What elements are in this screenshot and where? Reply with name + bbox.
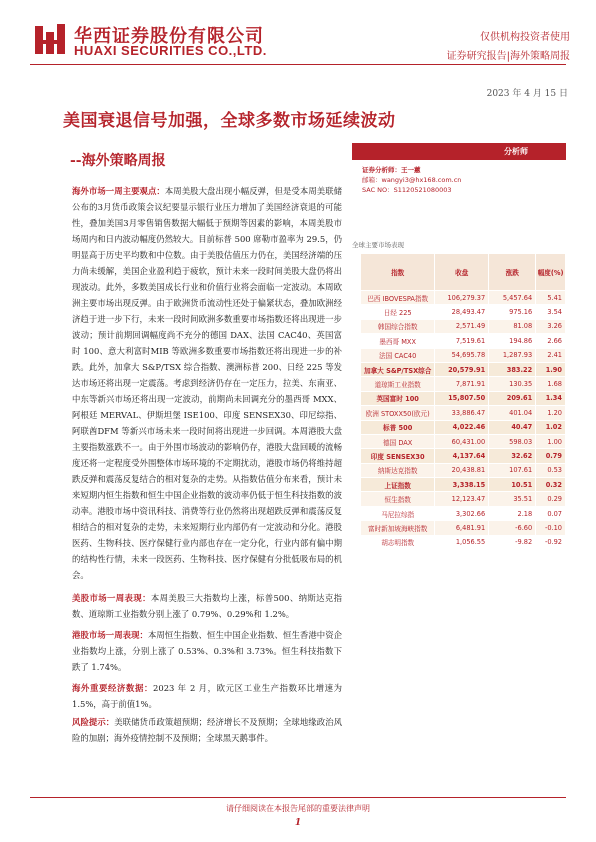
cell-change: 194.86: [489, 334, 536, 348]
cell-index-name: 韩国综合指数: [361, 319, 435, 333]
cell-close: 7,519.61: [435, 334, 489, 348]
cell-index-name: 胡志明指数: [361, 535, 435, 549]
cell-index-name: 标普 500: [361, 420, 435, 434]
audience-note: 仅供机构投资者使用: [480, 32, 570, 43]
table-row: [361, 362, 566, 376]
table-row: [361, 478, 566, 492]
cell-index-name: 道琼斯工业指数: [361, 377, 435, 391]
cell-change: 81.08: [489, 319, 536, 333]
cell-pct: 1.34: [536, 391, 566, 405]
footer-divider: [30, 797, 566, 798]
cell-pct: 2.41: [536, 348, 566, 362]
company-name-en: HUAXI SECURITIES CO.,LTD.: [74, 43, 267, 58]
para-overseas-view: [72, 183, 342, 583]
table-row: [361, 521, 566, 535]
cell-change: 32.62: [489, 449, 536, 463]
cell-change: -9.82: [489, 535, 536, 549]
cell-pct: 1.90: [536, 362, 566, 376]
cell-pct: -0.10: [536, 521, 566, 535]
para-overseas-view-head: 海外市场一周主要观点：: [72, 186, 165, 196]
cell-close: 3,302.66: [435, 506, 489, 520]
para-hk-market-text: 本周恒生指数、恒生中国企业指数、恒生香港中资企业指数均上涨，分别上涨了 0.53%、0.3%和 3.73%。恒生科技指数下跌了 1.74%。: [72, 630, 343, 672]
cell-index-name: 上证指数: [361, 478, 435, 492]
cell-change: 1,287.93: [489, 348, 536, 362]
cell-index-name: 德国 DAX: [361, 434, 435, 448]
header-divider: [30, 64, 566, 65]
table-row: [361, 420, 566, 434]
cell-change: 383.22: [489, 362, 536, 376]
analyst-name: 证券分析师：王一蕙: [362, 166, 421, 174]
cell-index-name: 纳斯达克指数: [361, 463, 435, 477]
cell-close: 20,438.81: [435, 463, 489, 477]
cell-change: 2.18: [489, 506, 536, 520]
para-economic-data-head: 海外重要经济数据：: [72, 683, 154, 693]
table-row: [361, 334, 566, 348]
cell-close: 60,431.00: [435, 434, 489, 448]
cell-pct: 5.41: [536, 291, 566, 305]
cell-index-name: 日经 225: [361, 305, 435, 319]
cell-close: 1,056.55: [435, 535, 489, 549]
cell-pct: 0.29: [536, 492, 566, 506]
table-row: [361, 348, 566, 362]
cell-close: 6,481.91: [435, 521, 489, 535]
col-header-index: 指数: [361, 254, 435, 291]
analyst-sac: SAC NO：S1120521080003: [362, 186, 452, 194]
report-title: 美国衰退信号加强，全球多数市场延续波动: [63, 111, 396, 131]
table-row: [361, 305, 566, 319]
table-row: [361, 506, 566, 520]
cell-pct: 2.66: [536, 334, 566, 348]
cell-close: 15,807.50: [435, 391, 489, 405]
col-header-pct: 幅度(%): [536, 254, 566, 291]
para-hk-market: [72, 627, 342, 675]
market-performance-table: [360, 253, 566, 550]
table-row: [361, 434, 566, 448]
cell-index-name: 加拿大 S&P/TSX综合: [361, 362, 435, 376]
cell-change: 5,457.64: [489, 291, 536, 305]
analyst-bar-label: 分析师: [504, 147, 528, 156]
cell-close: 106,279.37: [435, 291, 489, 305]
cell-change: 975.16: [489, 305, 536, 319]
para-economic-data-text: 2023 年 2 月，欧元区工业生产指数环比增速为 1.5%，高于前值1%。: [72, 683, 342, 709]
cell-close: 2,571.49: [435, 319, 489, 333]
table-row: [361, 391, 566, 405]
cell-change: 10.51: [489, 478, 536, 492]
legal-notice[interactable]: 请仔细阅读在本报告尾部的重要法律声明: [226, 804, 370, 813]
cell-index-name: 马尼拉综指: [361, 506, 435, 520]
cell-pct: 1.20: [536, 406, 566, 420]
cell-change: 107.61: [489, 463, 536, 477]
cell-pct: 0.53: [536, 463, 566, 477]
table-row: [361, 449, 566, 463]
cell-pct: 1.00: [536, 434, 566, 448]
para-overseas-view-text: 本周美股大盘出现小幅反弹，但是受本周美联储公布的3月货币政策会议纪要显示银行业压力增加了美国经济衰退的可能性，叠加美国3月零售销售数据大幅低于预期等因素的影响，本周美股市场周内和日内波动幅度仍然较大。目前标普 500 席勒市盈率为 29.5，仍明显高于历史平均数和中位数。由于美股估值压力仍在，美国经济端的压力尚未缓解，美国企业盈利趋于疲软，预计未来一段时间美股大盘仍将出现波动。此外，多数美国成长行业和价值行业将会面临一定波动。本周欧洲主要市场出现反弹。由于欧洲货币流动性还处于偏紧状态，叠加欧洲经济趋于进一步下行，未来一段时间欧洲多数重要市场指数还将出现进一步波动；预计前期回调幅度尚不充分的德国 DAX、法国 CAC40、英国富时 100、意大利富时MIB 等欧洲多数重要市场指数还将出现进一步的补跌。此外，加拿大 S&P/TSX 综合指数、澳洲标普 200、日经 225 等发达市场还将出现一定震荡。考虑到经济仍存在一定压力，拉美、东南亚、中东等新兴市场还将出现一定波动，前期尚未回调充分的墨西哥 MXX、阿根廷 MERVAL、伊斯坦堡 ISE100、印度 SENSEX30、印尼综指、阿联酋DFM 等新兴市场未来一段时间将出现进一步回调。本周港股大盘主要指数涨跌不一。由于外围市场波动的影响仍存，港股大盘回暖的流畅度还将一定程度受外围整体市场环境的不定期扰动，港股市场仍将维持超跌反弹和震荡反复结合的相对复杂的走势。从指数估值分布来看，预计未来短期内恒生指数和恒生中国企业指数的波动率仍低于恒生科技指数的波动率。港股市场中资讯科技、消费等行业仍然将出现超跌反弹和震荡反复相结合的相对复杂的走势，未来短期行业内部仍有一定波动和分化。港股医药、生物科技、医疗保健行业内部也存在一定分化，行业内部有偏中期的结构性行情，未来一段医药、生物科技、医疗保健有分批低吸布局的机会。: [72, 186, 343, 580]
table-row: [361, 492, 566, 506]
huaxi-logo-icon: [33, 22, 67, 56]
cell-close: 4,137.64: [435, 449, 489, 463]
cell-pct: 3.54: [536, 305, 566, 319]
analyst-header-bar: [352, 143, 566, 160]
cell-pct: 0.07: [536, 506, 566, 520]
cell-pct: -0.92: [536, 535, 566, 549]
cell-change: 401.04: [489, 406, 536, 420]
table-row: [361, 463, 566, 477]
cell-index-name: 恒生指数: [361, 492, 435, 506]
cell-change: -6.60: [489, 521, 536, 535]
para-risk: [72, 714, 342, 746]
page-number: 1: [294, 818, 302, 828]
cell-pct: 1.02: [536, 420, 566, 434]
cell-change: 598.03: [489, 434, 536, 448]
cell-close: 54,695.78: [435, 348, 489, 362]
table-row: [361, 291, 566, 305]
report-subtitle: --海外策略周报: [70, 153, 166, 169]
table-row: [361, 319, 566, 333]
cell-pct: 3.26: [536, 319, 566, 333]
para-economic-data: [72, 680, 342, 712]
cell-close: 28,493.47: [435, 305, 489, 319]
cell-close: 4,022.46: [435, 420, 489, 434]
table-caption: 全球主要市场表现: [352, 241, 404, 249]
table-row: [361, 406, 566, 420]
cell-close: 20,579.91: [435, 362, 489, 376]
table-row: [361, 535, 566, 549]
col-header-close: 收盘: [435, 254, 489, 291]
col-header-change: 涨跌: [489, 254, 536, 291]
para-hk-market-head: 港股市场一周表现：: [72, 630, 148, 640]
cell-index-name: 欧洲 STOXX50(欧元): [361, 406, 435, 420]
cell-index-name: 富时新加坡海峡指数: [361, 521, 435, 535]
para-us-market-head: 美股市场一周表现：: [72, 593, 151, 603]
cell-index-name: 印度 SENSEX30: [361, 449, 435, 463]
cell-close: 12,123.47: [435, 492, 489, 506]
cell-index-name: 英国富时 100: [361, 391, 435, 405]
report-date: 2023 年 4 月 15 日: [486, 89, 568, 99]
cell-pct: 1.68: [536, 377, 566, 391]
table-row: [361, 377, 566, 391]
cell-index-name: 巴西 IBOVESPA指数: [361, 291, 435, 305]
report-category: 证券研究报告|海外策略周报: [446, 51, 570, 62]
cell-change: 35.51: [489, 492, 536, 506]
cell-pct: 0.79: [536, 449, 566, 463]
para-risk-head: 风险提示：: [72, 717, 115, 727]
para-risk-text: 美联储货币政策超预期；经济增长不及预期；全球地缘政治风险的加剧；海外疫情控制不及预期；全球黑天鹅事件。: [72, 717, 343, 743]
analyst-email[interactable]: 邮箱：wangyi3@hx168.com.cn: [362, 176, 462, 184]
cell-index-name: 墨西哥 MXX: [361, 334, 435, 348]
cell-change: 209.61: [489, 391, 536, 405]
cell-close: 33,886.47: [435, 406, 489, 420]
cell-change: 130.35: [489, 377, 536, 391]
cell-index-name: 法国 CAC40: [361, 348, 435, 362]
cell-close: 3,338.15: [435, 478, 489, 492]
cell-pct: 0.32: [536, 478, 566, 492]
para-us-market: [72, 590, 342, 622]
company-name-cn: 华西证券股份有限公司: [74, 26, 264, 47]
para-us-market-text: 本周美股三大指数均上涨，标普500、纳斯达克指数、道琼斯工业指数分别上涨了 0.79%、0.29%和 1.2%。: [72, 593, 343, 619]
cell-close: 7,871.91: [435, 377, 489, 391]
cell-change: 40.47: [489, 420, 536, 434]
